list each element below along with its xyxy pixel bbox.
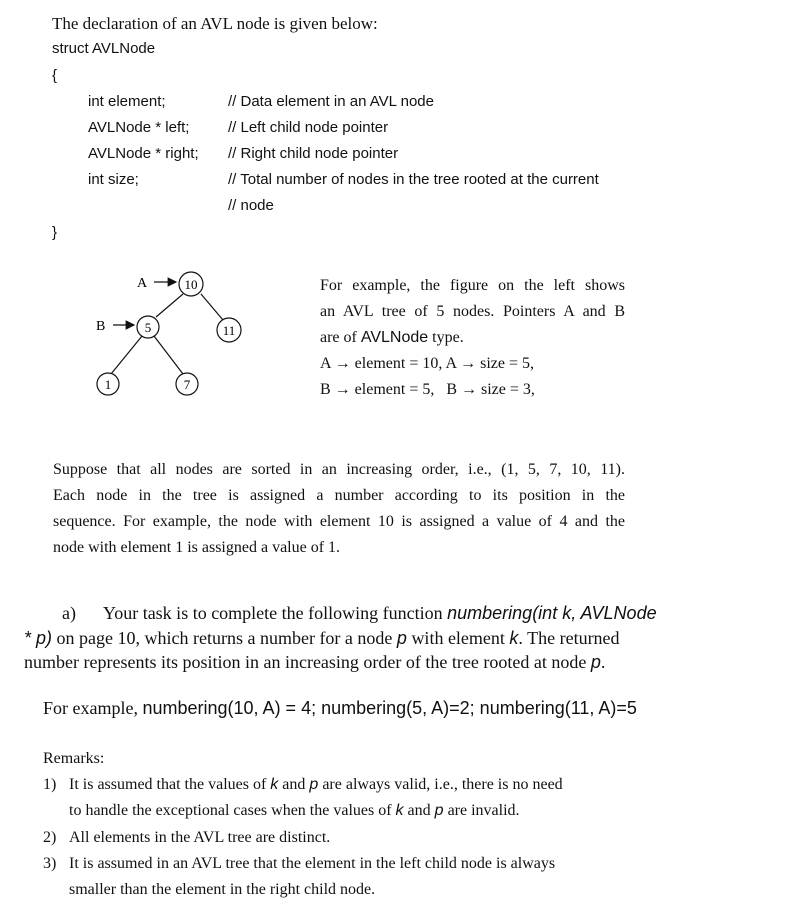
tree-node-11-label: 11 [222, 323, 236, 338]
task-line-2: * p) on page 10, which returns a number for a node p with element k. The returned [24, 628, 620, 648]
remark-3-line-1: It is assumed in an AVL tree that the element in the left child node is always [69, 855, 556, 872]
task-line-1: Your task is to complete the following function numbering(int k, AVLNode [103, 603, 657, 623]
function-signature: numbering(int k, AVLNode [447, 603, 657, 623]
member-comment-size: // Total number of nodes in the tree rooted at the current [228, 171, 599, 188]
remark-3-number: 3) [43, 855, 57, 872]
example-line-1: For example, the figure on the left shows [320, 277, 625, 294]
tree-node-1-label: 1 [104, 377, 112, 392]
open-brace: { [52, 67, 58, 84]
remark-2-text: All elements in the AVL tree are distinct. [69, 829, 331, 846]
member-decl-element: int element; [88, 93, 166, 110]
remarks-title: Remarks: [43, 750, 105, 767]
numbering-examples: numbering(10, A) = 4; numbering(5, A)=2; numbering(11, A)=5 [142, 698, 637, 718]
remark-3-line-2: smaller than the element in the right child node. [69, 881, 376, 898]
remark-1-number: 1) [43, 776, 57, 793]
pointer-a-label: A [137, 276, 148, 291]
edge-5-1 [111, 336, 142, 374]
tree-node-7-label: 7 [183, 377, 191, 392]
member-comment-size-cont: // node [228, 197, 274, 214]
member-decl-left: AVLNode * left; [88, 119, 190, 136]
remark-2-number: 2) [43, 829, 57, 846]
pointer-b-label: B [96, 319, 106, 334]
member-decl-size: int size; [88, 171, 139, 188]
suppose-line-4: node with element 1 is assigned a value of 1. [53, 539, 341, 556]
close-brace: } [52, 224, 58, 241]
remark-1-line-1: It is assumed that the values of k and p are always valid, i.e., there is no need [69, 776, 563, 793]
suppose-line-2: Each node in the tree is assigned a number according to its position in the [53, 487, 625, 504]
suppose-line-1: Suppose that all nodes are sorted in an increasing order, i.e., (1, 5, 7, 10, 11). [53, 461, 625, 478]
example-line-5: B → element = 5, B → size = 3, [320, 381, 535, 398]
example-line-2: an AVL tree of 5 nodes. Pointers A and B [320, 303, 625, 320]
struct-declaration: struct AVLNode [52, 40, 156, 57]
avlnode-type: AVLNode [360, 329, 429, 346]
member-comment-element: // Data element in an AVL node [228, 93, 434, 110]
member-comment-right: // Right child node pointer [228, 145, 399, 162]
edge-5-7 [154, 336, 183, 374]
intro-text: The declaration of an AVL node is given below: [52, 14, 378, 33]
member-decl-right: AVLNode * right; [88, 145, 199, 162]
edge-10-11 [201, 294, 223, 320]
member-comment-left: // Left child node pointer [228, 119, 389, 136]
remark-1-line-2: to handle the exceptional cases when the values of k and p are invalid. [69, 802, 520, 819]
edge-10-5 [156, 294, 183, 317]
task-label: a) [62, 603, 76, 623]
tree-node-10-label: 10 [184, 277, 198, 292]
example-line-4: A → element = 10, A → size = 5, [320, 355, 535, 372]
example-line-3: are of AVLNode type. [320, 329, 464, 346]
examples-line: For example, numbering(10, A) = 4; numbering(5, A)=2; numbering(11, A)=5 [43, 698, 637, 718]
task-line-3: number represents its position in an increasing order of the tree rooted at node p. [24, 652, 606, 672]
tree-node-5-label: 5 [144, 320, 152, 335]
suppose-line-3: sequence. For example, the node with element 10 is assigned a value of 4 and the [53, 513, 625, 530]
